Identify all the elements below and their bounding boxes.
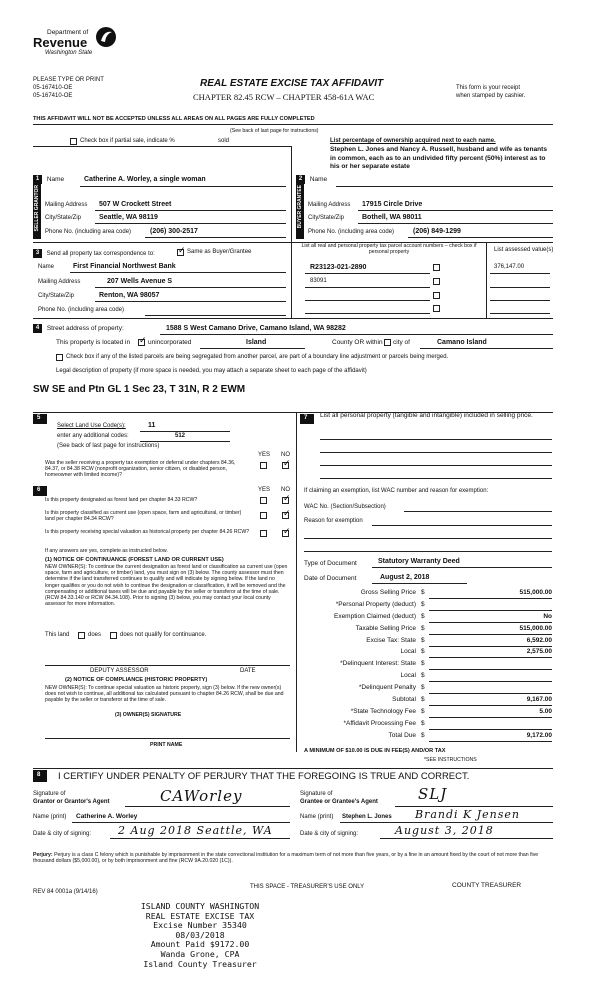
- assessed-label: List assessed value(s): [494, 247, 554, 253]
- buyer-addr-label: Mailing Address: [308, 202, 351, 208]
- stamp-line: Excise Number 35340: [153, 920, 247, 931]
- fee-label: Total Due: [388, 731, 416, 739]
- does-label: does: [88, 632, 102, 638]
- see-back-note: (See back of last page for instructions): [230, 128, 319, 134]
- fee-value[interactable]: 515,000.00: [519, 589, 552, 596]
- fee-currency: $: [421, 731, 425, 739]
- fee-row: [304, 637, 554, 649]
- correspondence-row: [33, 249, 155, 258]
- buyer-name-row: [296, 175, 327, 184]
- section-3-badge: 3: [33, 249, 42, 258]
- corr-city[interactable]: Renton, WA 98057: [99, 292, 160, 299]
- forest-q1-no[interactable]: [282, 497, 289, 504]
- fee-value[interactable]: No: [543, 612, 552, 620]
- grantee-date[interactable]: August 3, 2018: [395, 824, 494, 837]
- fee-row: [304, 720, 554, 732]
- deputy-assessor-label: DEPUTY ASSESSOR: [90, 668, 149, 674]
- does-checkbox[interactable]: [78, 632, 85, 639]
- grantor-sig-label-1: Signature of: [33, 791, 66, 797]
- street-row: [33, 324, 124, 333]
- fee-currency: $: [421, 600, 425, 608]
- grantee-date-label: Date & city of signing:: [300, 831, 359, 837]
- forest-q2-no[interactable]: [282, 512, 289, 519]
- located-label: This property is located in: [56, 339, 131, 346]
- fee-value[interactable]: 9,172.00: [526, 731, 552, 739]
- form-code-2: 05-167410-OE: [33, 93, 73, 99]
- logo-mark-icon: [95, 26, 117, 48]
- property-city[interactable]: Camano Island: [437, 339, 487, 346]
- minimum-note: A MINIMUM OF $10.00 IS DUE IN FEE(S) AND/OR TAX: [304, 748, 446, 754]
- form-notice: THIS AFFIDAVIT WILL NOT BE ACCEPTED UNLESS ALL AREAS ON ALL PAGES ARE FULLY COMPLETED: [33, 116, 315, 122]
- continuance-body: NEW OWNER(S): To continue the current designation as forest land or classification as current use (open space, farm and agriculture, or timber) land, you must sign on (3) below. The county assessor must then determine if the land transferred continues to qualify and will indicate by signing below. If the land no longer qualifies or you do not wish to continue the designation or classification, it will be removed and the compensating or additional taxes will be due and payable by the seller or transferor at the time of sale. (RCW 84.33.140 or RCW 84.34.108). Prior to signing (3) below, you may contact your local county assessor for more information.: [45, 564, 288, 608]
- exemption-no-checkbox[interactable]: [282, 462, 289, 469]
- exemption-label: If claiming an exemption, list WAC number and reason for exemption:: [304, 488, 489, 494]
- partial-sale-checkbox[interactable]: [70, 138, 77, 145]
- does-not-label: does not qualify for continuance.: [120, 632, 207, 638]
- grantee-name-label: Name (print): [300, 814, 334, 820]
- fee-value[interactable]: 6,592.00: [526, 636, 552, 644]
- fee-value[interactable]: 2,575.00: [526, 648, 552, 656]
- fee-row: [304, 648, 554, 660]
- land-use-see: (See back of last page for instructions): [57, 443, 160, 449]
- unincorporated-checkbox[interactable]: [138, 339, 145, 346]
- historic-title: (2) NOTICE OF COMPLIANCE (HISTORIC PROPERTY): [65, 677, 208, 683]
- partial-sold-label: sold: [218, 138, 230, 144]
- receipt-note-1: This form is your receipt: [456, 85, 521, 91]
- form-revision: REV 84 0001a (9/14/16): [33, 889, 98, 895]
- forest-complete: If any answers are yes, complete as instructed below.: [45, 548, 168, 554]
- fees-table: [304, 589, 554, 744]
- perjury-note: [33, 852, 553, 864]
- fee-currency: $: [421, 589, 425, 596]
- fee-currency: $: [421, 660, 425, 668]
- grantor-name[interactable]: Catherine A. Worley: [76, 813, 138, 820]
- county-within-label: County OR within: [332, 339, 383, 346]
- land-use-label: Select Land Use Code(s):: [57, 423, 126, 429]
- additional-code[interactable]: 512: [175, 433, 186, 439]
- exemption-question: Was the seller receiving a property tax exemption or deferral under chapters 84.36, 84.37, or 84.38 RCW (nonprofit organization, senior citizen, or disabled person, homeowner with limited income)?: [45, 460, 236, 479]
- partial-sale-label: Check box if partial sale, indicate %: [80, 138, 175, 144]
- fee-row: [304, 660, 554, 672]
- grantee-name[interactable]: Stephen L. Jones: [342, 814, 392, 820]
- fee-currency: $: [421, 624, 425, 632]
- fee-row: [304, 601, 554, 613]
- logo-revenue: Revenue: [33, 35, 88, 50]
- segregate-label: Check box if any of the listed parcels are being segregated from another parcel, are part of a boundary line adjustment or parcels being merged.: [66, 354, 449, 360]
- fee-row: [304, 613, 554, 625]
- legal-label: Legal description of property (if more space is needed, you may attach a separate sheet to each page of the affidavit): [56, 368, 367, 374]
- fee-label: *Affidavit Processing Fee: [343, 719, 416, 727]
- corr-city-label: City/State/Zip: [38, 293, 75, 299]
- forest-q1-yes[interactable]: [260, 497, 267, 504]
- fee-currency: $: [421, 707, 425, 715]
- seller-name-row: [33, 175, 64, 184]
- legal-description[interactable]: SW SE and Ptn GL 1 Sec 23, T 31N, R 2 EWM: [33, 384, 246, 395]
- ownership-heading: List percentage of ownership acquired next to each name.: [330, 138, 496, 144]
- seller-name[interactable]: Catherine A. Worley, a single woman: [84, 176, 206, 183]
- owner-signature-label: (3) OWNER(S) SIGNATURE: [115, 712, 182, 718]
- property-street[interactable]: 1588 S West Camano Drive, Camano Island, WA 98282: [166, 325, 346, 332]
- stamp-line: 08/03/2018: [175, 929, 225, 940]
- this-land-label: This land: [45, 632, 70, 638]
- grantor-sig-label-2: Grantor or Grantor's Agent: [33, 799, 110, 805]
- doc-type-label: Type of Document: [304, 560, 357, 567]
- fee-label: *Delinquent Interest: State: [340, 660, 416, 668]
- stamp-line: Amount Paid $9172.00: [150, 939, 250, 950]
- fee-label: *Personal Property (deduct): [335, 600, 416, 608]
- ownership-text: Stephen L. Jones and Nancy A. Russell, husband and wife as tenants in common, each as to an undivided fifty percent (50%) interest as to his or her separate estate: [330, 146, 548, 171]
- fee-row: [304, 625, 554, 637]
- please-type: PLEASE TYPE OR PRINT: [33, 77, 104, 83]
- certify-statement: I CERTIFY UNDER PENALTY OF PERJURY THAT THE FOREGOING IS TRUE AND CORRECT.: [58, 771, 470, 782]
- grantor-date[interactable]: 2 Aug 2018 Seattle, WA: [118, 824, 273, 837]
- parcel-2-checkbox[interactable]: [433, 278, 440, 285]
- does-not-checkbox[interactable]: [110, 632, 117, 639]
- land-use-code[interactable]: 11: [148, 422, 156, 429]
- seller-phone-label: Phone No. (including area code): [45, 229, 132, 235]
- section-4-badge: 4: [33, 324, 42, 333]
- forest-no: NO: [281, 487, 290, 493]
- buyer-city-label: City/State/Zip: [308, 215, 345, 221]
- fee-label: Exemption Claimed (deduct): [333, 612, 416, 620]
- seller-side-label: SELLER GRANTOR: [34, 185, 40, 232]
- fee-row: [304, 696, 554, 708]
- corr-addr[interactable]: 207 Wells Avenue S: [107, 278, 173, 285]
- doc-type[interactable]: Statutory Warranty Deed: [378, 558, 460, 565]
- parcel-3-checkbox[interactable]: [433, 292, 440, 299]
- city-of-label: city of: [393, 339, 410, 346]
- forest-q2-yes[interactable]: [260, 512, 267, 519]
- exemption-yes-checkbox[interactable]: [260, 462, 267, 469]
- section-7-badge: 7: [304, 415, 308, 421]
- fee-value[interactable]: 9,167.00: [526, 696, 552, 704]
- buyer-phone-label: Phone No. (including area code): [308, 229, 395, 235]
- section-6-badge: 6: [37, 487, 41, 493]
- fee-currency: $: [421, 696, 425, 704]
- forest-yes: YES: [258, 487, 271, 493]
- seller-city[interactable]: Seattle, WA 98119: [99, 214, 158, 221]
- fee-label: Gross Selling Price: [360, 589, 416, 596]
- form-title: REAL ESTATE EXCISE TAX AFFIDAVIT: [200, 78, 384, 89]
- wac-label: WAC No. (Section/Subsection): [304, 504, 386, 510]
- seller-city-label: City/State/Zip: [45, 215, 82, 221]
- grantee-sig-label-2: Grantee or Grantee's Agent: [300, 799, 378, 805]
- fee-label: *Delinquent Penalty: [358, 684, 416, 692]
- same-as-buyer-checkbox[interactable]: [177, 249, 184, 256]
- parcel-4-checkbox[interactable]: [433, 305, 440, 312]
- fee-label: Local: [400, 648, 416, 656]
- receipt-note-2: when stamped by cashier.: [456, 93, 526, 99]
- parcel-1-checkbox[interactable]: [433, 264, 440, 271]
- section-8-badge: 8: [37, 772, 41, 778]
- treasurer-space: THIS SPACE - TREASURER'S USE ONLY: [250, 884, 365, 890]
- form-code-1: 05-167410-OE: [33, 85, 73, 91]
- logo-department: Department of: [47, 29, 89, 36]
- forest-q2: Is this property classified as current use (open space, farm and agricultural, or timber) land per chapter 84.34 RCW?: [45, 510, 242, 523]
- fee-currency: $: [421, 684, 425, 692]
- fee-row: [304, 684, 554, 696]
- reason-label: Reason for exemption: [304, 518, 363, 524]
- landuse-no: NO: [281, 452, 290, 458]
- fee-currency: $: [421, 636, 425, 644]
- personal-property-label: List all personal property (tangible and intangible) included in selling price.: [320, 412, 533, 419]
- continuance-title: (1) NOTICE OF CONTINUANCE (FOREST LAND OR CURRENT USE): [45, 557, 224, 563]
- correspondence-label: Send all property tax correspondence to:: [46, 251, 155, 258]
- fee-label: Local: [400, 672, 416, 680]
- fee-label: Subtotal: [392, 696, 416, 704]
- forest-q3: Is this property receiving special valuation as historical property per chapter 84.26 RCW?: [45, 529, 250, 535]
- section-5-badge: 5: [37, 415, 41, 421]
- corr-phone-label: Phone No. (including area code): [38, 307, 125, 313]
- doc-date-label: Date of Document: [304, 575, 357, 582]
- section-1-badge: 1: [33, 175, 42, 184]
- grantee-signature[interactable]: SLJ: [418, 785, 448, 803]
- grantor-date-label: Date & city of signing:: [33, 831, 92, 837]
- buyer-side-label: BUYER GRANTEE: [297, 185, 303, 229]
- logo-state: Washington State: [45, 50, 93, 56]
- street-label: Street address of property:: [46, 325, 124, 333]
- forest-q3-no[interactable]: [282, 530, 289, 537]
- landuse-yes: YES: [258, 452, 271, 458]
- historic-body: NEW OWNER(S): To continue special valuation as historic property, sign (3) below. If the new owner(s) does not wish to continue, all additional tax calculated pursuant to chapter 84.26 RCW, shall be due and payable by the seller or transferor at the time of sale.: [45, 685, 284, 704]
- city-of-checkbox[interactable]: [384, 339, 391, 346]
- form-chapter: CHAPTER 82.45 RCW – CHAPTER 458-61A WAC: [193, 92, 375, 102]
- buyer-addr[interactable]: 17915 Circle Drive: [362, 201, 423, 208]
- seller-addr[interactable]: 507 W Crockett Street: [99, 201, 172, 208]
- fee-label: Excise Tax: State: [366, 636, 416, 644]
- doc-date[interactable]: August 2, 2018: [380, 574, 430, 581]
- same-as-buyer-label: Same as Buyer/Grantee: [187, 249, 252, 255]
- seller-addr-label: Mailing Address: [45, 202, 88, 208]
- fee-value[interactable]: 515,000.00: [519, 624, 552, 632]
- stamp-line: Island County Treasurer: [143, 958, 257, 969]
- seller-phone[interactable]: (206) 300-2517: [150, 228, 198, 235]
- dor-logo: [33, 26, 123, 66]
- fee-label: *State Technology Fee: [350, 707, 416, 715]
- property-area[interactable]: Island: [246, 339, 267, 346]
- fee-row: [304, 672, 554, 684]
- perjury-label: Perjury:: [33, 852, 53, 858]
- fee-currency: $: [421, 612, 425, 620]
- corr-name[interactable]: First Financial Northwest Bank: [73, 263, 176, 270]
- buyer-name-label: Name: [309, 176, 328, 184]
- fee-value[interactable]: 5.00: [539, 707, 552, 715]
- fee-currency: $: [421, 672, 425, 680]
- stamp-line: REAL ESTATE EXCISE TAX: [145, 910, 255, 921]
- parcels-label: List all real and personal property tax parcel account numbers – check box if personal property: [301, 243, 477, 256]
- fee-row: [304, 589, 554, 601]
- see-instructions: *SEE INSTRUCTIONS: [424, 757, 477, 763]
- seller-name-label: Name: [46, 176, 65, 184]
- parcel-1-value[interactable]: 376,147.00: [494, 264, 525, 270]
- stamp-line: ISLAND COUNTY WASHINGTON: [140, 901, 260, 911]
- forest-q3-yes[interactable]: [260, 530, 267, 537]
- corr-name-label: Name: [38, 264, 55, 270]
- segregate-checkbox[interactable]: [56, 354, 63, 361]
- additional-codes-label: enter any additional codes:: [57, 433, 129, 439]
- parcel-1[interactable]: R23123-021-2890: [310, 264, 367, 271]
- buyer-city[interactable]: Bothell, WA 98011: [362, 214, 422, 221]
- grantor-signature[interactable]: CAWorley: [160, 787, 243, 805]
- forest-q1: Is this property designated as forest land per chapter 84.33 RCW?: [45, 497, 198, 503]
- grantee-handwritten-name: Brandi K Jensen: [415, 808, 520, 821]
- fee-currency: $: [421, 719, 425, 727]
- perjury-text: Perjury is a class C felony which is punishable by imprisonment in the state correctional institution for a maximum term of not more than five years, or by a fine in an amount fixed by the court of not more than five thousand dollars ($5,000.00), or by both imprisonment and fine (RCW 9A.20.020 (1C)).: [33, 852, 539, 865]
- print-name-label: PRINT NAME: [150, 742, 183, 748]
- stamp-line: Wanda Grone, CPA: [160, 948, 240, 959]
- fee-row: [304, 732, 554, 744]
- corr-addr-label: Mailing Address: [38, 279, 81, 285]
- unincorporated-label: unincorporated: [148, 339, 192, 346]
- fee-row: [304, 708, 554, 720]
- section-2-badge: 2: [296, 175, 305, 184]
- deputy-date-label: DATE: [240, 668, 256, 674]
- grantee-sig-label-1: Signature of: [300, 791, 333, 797]
- treasurer-stamp: [120, 902, 280, 969]
- grantor-name-label: Name (print): [33, 814, 67, 820]
- buyer-phone[interactable]: (206) 849-1299: [413, 228, 461, 235]
- fee-label: Taxable Selling Price: [355, 624, 416, 632]
- fee-currency: $: [421, 648, 425, 656]
- county-treasurer-label: COUNTY TREASURER: [452, 882, 522, 889]
- parcel-2[interactable]: 83091: [310, 278, 327, 284]
